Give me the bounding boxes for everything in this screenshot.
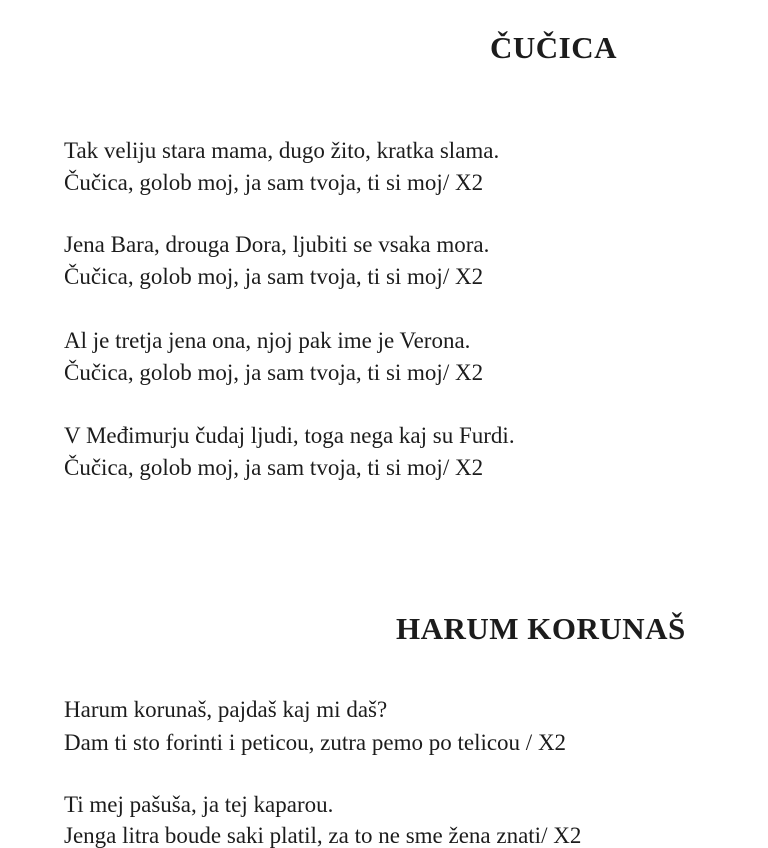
- verse-line: Harum korunaš, pajdaš kaj mi daš?: [64, 697, 388, 722]
- verse-line: Jena Bara, drouga Dora, ljubiti se vsaka mora.: [64, 232, 490, 257]
- refrain-line: Čučica, golob moj, ja sam tvoja, ti si moj/ X2: [64, 455, 484, 480]
- refrain-line: Jenga litra boude saki platil, za to ne sme žena znati/ X2: [64, 823, 582, 848]
- refrain-line: Čučica, golob moj, ja sam tvoja, ti si moj/ X2: [64, 360, 484, 385]
- verse-line: Ti mej pašuša, ja tej kaparou.: [64, 792, 334, 817]
- song-title-cucica: ČUČICA: [490, 30, 617, 65]
- verse-line: Al je tretja jena ona, njoj pak ime je Verona.: [64, 328, 471, 353]
- refrain-line: Čučica, golob moj, ja sam tvoja, ti si moj/ X2: [64, 170, 484, 195]
- refrain-line: Dam ti sto forinti i peticou, zutra pemo po telicou / X2: [64, 730, 567, 755]
- verse-line: V Međimurju čudaj ljudi, toga nega kaj su Furdi.: [64, 423, 515, 448]
- song-title-harum-korunas: HARUM KORUNAŠ: [396, 611, 686, 646]
- verse-line: Tak veliju stara mama, dugo žito, kratka slama.: [64, 138, 500, 163]
- refrain-line: Čučica, golob moj, ja sam tvoja, ti si moj/ X2: [64, 264, 484, 289]
